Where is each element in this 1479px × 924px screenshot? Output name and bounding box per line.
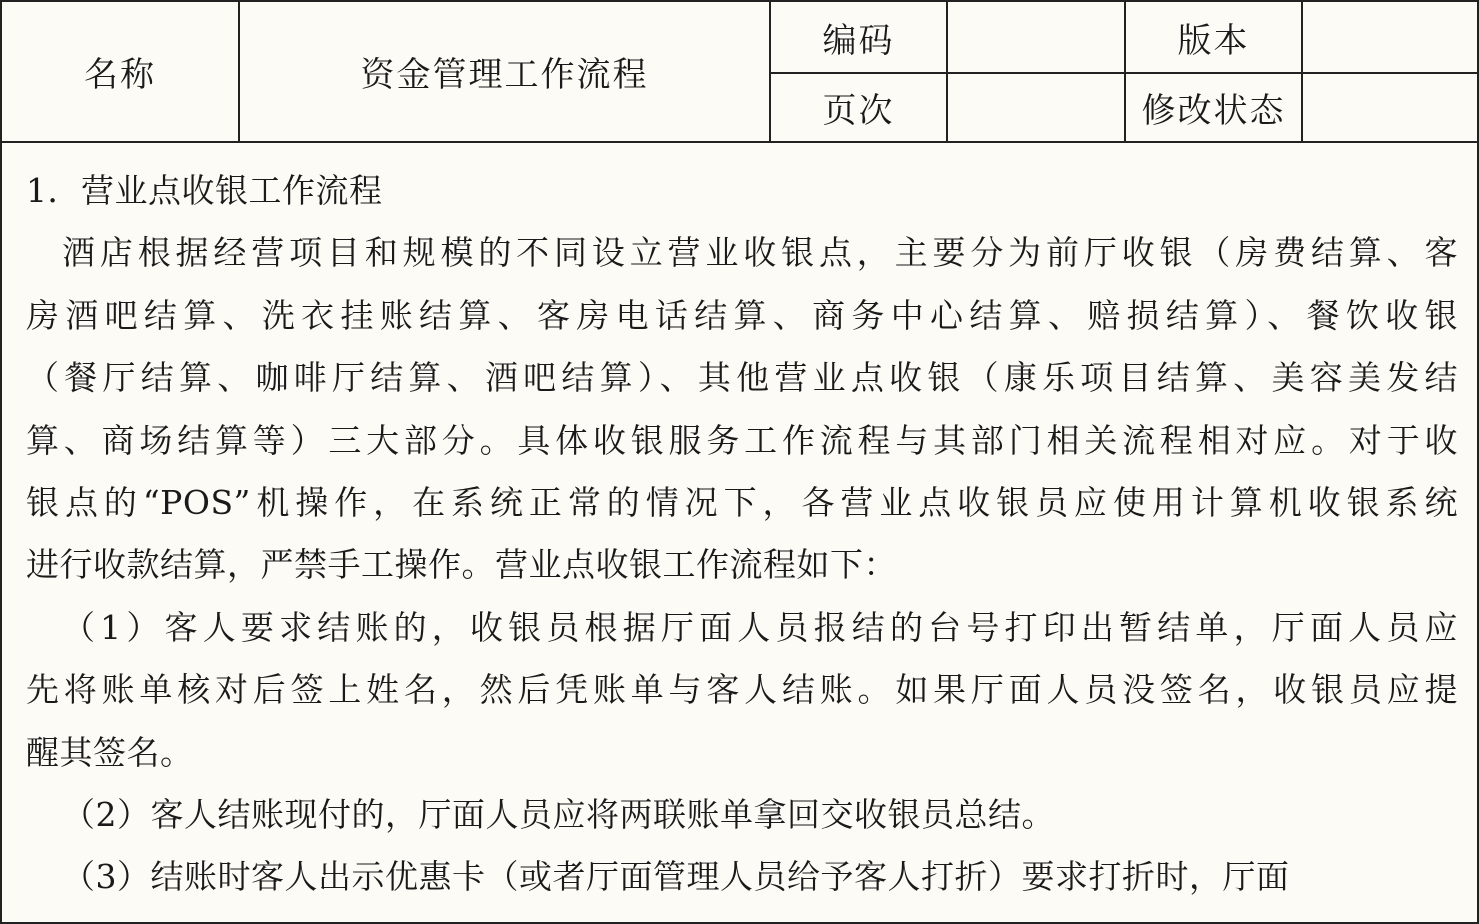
document-title: 资金管理工作流程 (360, 55, 649, 95)
code-value (948, 2, 1124, 72)
section-heading: 1．营业点收银工作流程 (26, 171, 383, 210)
page-label: 页次 (822, 91, 895, 131)
name-label: 名称 (84, 55, 156, 95)
code-label: 编码 (822, 20, 895, 61)
version-label: 版本 (1177, 20, 1250, 61)
revision-value (1303, 74, 1477, 141)
paragraph-line: 房酒吧结算、洗衣挂账结算、客房电话结算、商务中心结算、赔损结算）、餐饮收银 (26, 295, 1458, 335)
paragraph-line: 先将账单核对后签上姓名，然后凭账单与客人结账。如果厅面人员没签名，收银员应提 (26, 670, 1458, 710)
paragraph-line: 酒店根据经营项目和规模的不同设立营业收银点，主要分为前厅收银（房费结算、客 (62, 233, 1458, 273)
revision-label: 修改状态 (1141, 91, 1286, 131)
paragraph-line: 醒其签名。 (26, 732, 194, 772)
page-value (948, 74, 1124, 141)
paragraph-line: （餐厅结算、咖啡厅结算、酒吧结算）、其他营业点收银（康乐项目结算、美容美发结 (26, 358, 1458, 398)
version-value (1303, 2, 1477, 72)
header-table (2, 2, 1477, 143)
paragraph-line: （1）客人要求结账的，收银员根据厅面人员报结的台号打印出暂结单，厅面人员应 (62, 607, 1458, 647)
body-text (26, 160, 1458, 909)
paragraph-line: 银点的“POS”机操作，在系统正常的情况下，各营业点收银员应使用计算机收银系统 (26, 482, 1458, 522)
paragraph-line: （2）客人结账现付的，厅面人员应将两联账单拿回交收银员总结。 (62, 794, 1055, 834)
paragraph-line: 算、商场结算等）三大部分。具体收银服务工作流程与其部门相关流程相对应。对于收 (26, 420, 1458, 460)
paragraph-line: 进行收款结算，严禁手工操作。营业点收银工作流程如下： (26, 545, 897, 585)
paragraph-line: （3）结账时客人出示优惠卡（或者厅面管理人员给予客人打折）要求打折时，厅面 (62, 857, 1290, 897)
